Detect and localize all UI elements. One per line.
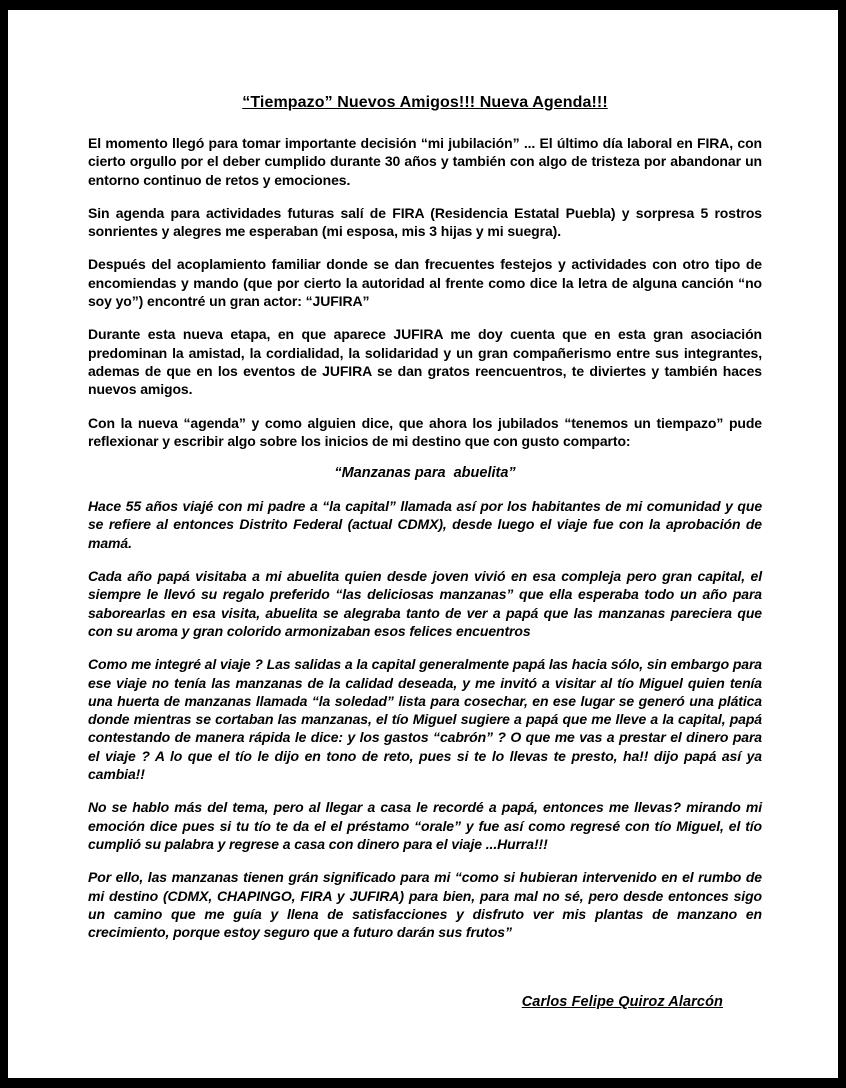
story-section xyxy=(88,465,762,941)
intro-paragraph: Sin agenda para actividades futuras salí de FIRA (Residencia Estatal Puebla) y sorpresa 5 rostros sonrientes y alegres me esperaban (mi esposa, mis 3 hijas y mi suegra). xyxy=(88,204,762,240)
document-title: “Tiempazo” Nuevos Amigos!!! Nueva Agenda!!! xyxy=(242,94,608,111)
story-paragraph: Cada año papá visitaba a mi abuelita quien desde joven vivió en esa compleja pero gran capital, el siempre le llevó su regalo preferido “las deliciosas manzanas” que ella esperaba todo un año para saborearlas en esa visita, abuelita se alegraba tanto de ver a papá que las manzanas pareciera que con su aroma y gran colorido armonizaban esos felices encuentros xyxy=(88,568,762,639)
intro-section xyxy=(88,134,762,450)
story-paragraph: Como me integré al viaje ? Las salidas a la capital generalmente papá las hacia sólo, sin embargo para ese viaje no tenía las manzanas de la calidad deseada, y me invitó a visitar al tío Miguel quien tenía una huerta de manzanas llamada “la soledad” lista para cosechar, en ese lugar se generó una plática donde mientras se cortaban las manzanas, el tío Miguel sugiere a papá que me lleve a la capital, papá contestando de manera rápida le dice: y los gastos “cabrón” ? O que me vas a prestar el dinero para el viaje ? A lo que el tío le dijo en tono de reto, pues si te lo llevas te presto, ha!! dijo papá así ya cambia!! xyxy=(88,656,762,783)
story-heading: “Manzanas para abuelita” xyxy=(334,465,516,482)
document-page xyxy=(8,10,838,1078)
intro-paragraph: Con la nueva “agenda” y como alguien dice, que ahora los jubilados “tenemos un tiempazo” pude reflexionar y escribir algo sobre los inicios de mi destino que con gusto comparto: xyxy=(88,414,762,449)
intro-paragraph: Después del acoplamiento familiar donde se dan frecuentes festejos y actividades con otro tipo de encomiendas y mando (que por cierto la autoridad al frente como dice la letra de alguna canción “no soy yo”) encontré un gran actor: “JUFIRA” xyxy=(88,256,762,310)
author-signature: Carlos Felipe Quiroz Alarcón xyxy=(521,994,723,1011)
intro-paragraph: Durante esta nueva etapa, en que aparece JUFIRA me doy cuenta que en esta gran asociación predominan la amistad, la cordialidad, la solidaridad y un gran compañerismo entre sus integrantes, ademas de que en los eventos de JUFIRA se dan gratos reencuentros, te diviertes y también haces nuevos amigos. xyxy=(88,326,762,398)
story-paragraph: Por ello, las manzanas tienen grán significado para mi “como si hubieran intervenido en el rumbo de mi destino (CDMX, CHAPINGO, FIRA y JUFIRA) para bien, para mal no sé, pero desde entonces sigo un camino que me guía y llena de satisfacciones y disfruto ver mis plantas de manzano en crecimiento, porque estoy seguro que a futuro darán sus frutos” xyxy=(88,869,762,941)
story-paragraph: Hace 55 años viajé con mi padre a “la capital” llamada así por los habitantes de mi comunidad y que se refiere al entonces Distrito Federal (actual CDMX), desde luego el viaje fue con la aprobación de mamá. xyxy=(88,498,762,551)
intro-paragraph: El momento llegó para tomar importante decisión “mi jubilación” ... El último día laboral en FIRA, con cierto orgullo por el deber cumplido durante 30 años y también con algo de tristeza por abandonar un entorno continuo de retos y emociones. xyxy=(88,135,762,188)
signature-row xyxy=(88,993,762,1011)
story-paragraph: No se hablo más del tema, pero al llegar a casa le recordé a papá, entonces me llevas? mirando mi emoción dice pues si tu tío te da el el préstamo “orale” y fue así como regresé con tío Miguel, el tío cumplió su palabra y regrese a casa con dinero para el viaje ...Hurra!!! xyxy=(88,799,762,852)
